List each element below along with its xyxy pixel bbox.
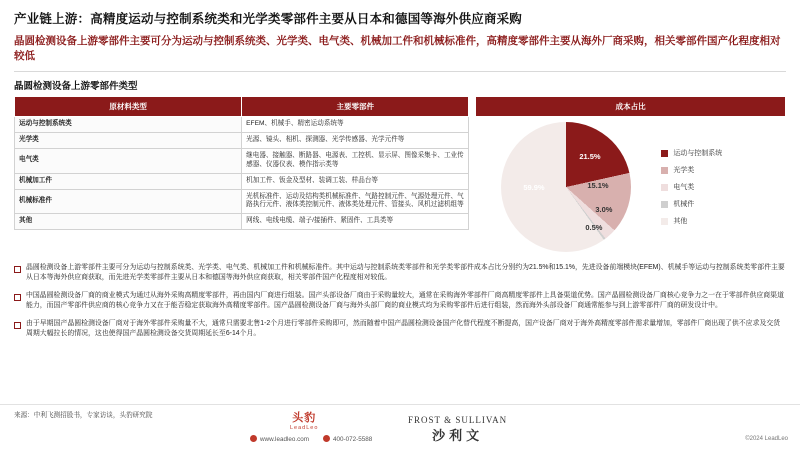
pie-chart: [501, 122, 631, 252]
legend-item: [661, 148, 722, 158]
bullet-text: 中国晶圆检测设备厂商的商业模式为通过从海外采购高精度零部件，再由国内厂商进行组装。国产头部设备厂商由于采购量较大，通常在采购海外零部件厂商高精度零部件上具备渠道优势。国产晶圆检测设备厂商核心竞争力之一在于零部件供应商渠道能力，而国产零部件供应商的核心竞争力又在于能否稳定获取海外高精度零部件。国产晶圆检测设备厂商与海外头部厂商的商业模式均为采购零部件后进行组装，然而海外头部设备厂商通常能参与到上游零部件厂商的研发设计中。: [26, 291, 784, 310]
phone-number[interactable]: [323, 435, 372, 443]
chart-body: [475, 117, 786, 257]
legend-swatch-icon: [661, 167, 668, 174]
pie-label-1: 15.1%: [587, 181, 609, 191]
analysis-bullets: [14, 263, 786, 339]
website-text: www.leadleo.com: [260, 436, 309, 443]
pie-label-4: 59.9%: [523, 183, 545, 193]
cell-category: 机械加工件: [15, 173, 242, 189]
legend-swatch-icon: [661, 150, 668, 157]
leadleo-logo: [290, 409, 318, 431]
bullet-item: [14, 263, 786, 284]
phone-icon: [323, 435, 330, 442]
pie-wrap: [501, 119, 651, 255]
frost-wordmark: FROST & SULLIVAN: [408, 415, 508, 425]
cell-parts: 网线、电线电缆、端子/接插件、紧固件、工具类等: [242, 214, 469, 230]
cell-parts: 光机标准件、运动及结构类机械标准件、气路控制元件、气源处理元件、气路执行元件、液体类控制元件、液体类处理元件、管接头、风机过滤机组等: [242, 189, 469, 214]
slide-footer: [0, 404, 800, 450]
pie-label-2: 3.0%: [595, 205, 613, 215]
phone-text: 400-072-5588: [333, 436, 373, 443]
leadleo-subtext: LeadLeo: [290, 425, 319, 431]
cell-category: 其他: [15, 214, 242, 230]
cell-parts: 机加工件、钣金及型材、装调工装、样品台等: [242, 173, 469, 189]
legend-label: 其他: [673, 218, 688, 226]
bullet-text: 由于早期国产晶圆检测设备厂商对于海外零部件采购量不大，通常只需要北售1-2个月进行零部件采购即可，然而随着中国产晶圆检测设备国产化替代程度不断提高，国产设备厂商对于海外高精度零部件需求量增加，零部件厂商出现了供不应求及交货周期大幅拉长的情况，这也使得国产晶圆检测设备交货周期延长至6-14个月。: [26, 319, 781, 337]
divider: [14, 71, 786, 72]
legend-label: 光学类: [673, 167, 695, 175]
square-bullet-icon: [14, 322, 21, 329]
table-row: [15, 189, 469, 214]
legend-item: [661, 216, 722, 226]
cell-parts: 继电器、接触器、断路器、电源表、工控机、显示屏、图像采集卡、工业传感器、仪器仪表、模作指示类等: [242, 148, 469, 173]
table-row: [15, 132, 469, 148]
content-row: [14, 96, 786, 257]
cell-parts: EFEM、机械手、精密运动系统等: [242, 117, 469, 133]
bullet-text: 晶圆检测设备上游零部件主要可分为运动与控制系统类、光学类、电气类、机械加工件和机械标准件。其中运动与控制系统类零部件和光学类零部件成本占比分别约为21.5%和15.1%，先进设备前端模块(EFEM)、机械手等运动与控制系统类零部件主要从日本等海外供应商获取，而先进光学类零部件主要从日本和德国等海外供应商获取，相关零部件国产化程度相对较低。: [26, 264, 785, 282]
cell-parts: 光源、镜头、相机、探测器、光学传感器、光学元件等: [242, 132, 469, 148]
cell-category: 电气类: [15, 148, 242, 173]
table-row: [15, 148, 469, 173]
square-bullet-icon: [14, 294, 21, 301]
pie-label-3: 0.5%: [585, 223, 603, 233]
contact-row: [250, 435, 372, 443]
frost-sullivan-logo: [408, 415, 507, 444]
legend-swatch-icon: [661, 201, 668, 208]
section-label: 晶圆检测设备上游零部件类型: [14, 81, 138, 93]
table-header-row: [15, 97, 469, 117]
source-note: 来源：中利飞测招股书，专家访谈，头豹研究院: [14, 412, 153, 419]
table-row: [15, 117, 469, 133]
table-row: [15, 214, 469, 230]
chart-title: 成本占比: [475, 96, 786, 117]
frost-chinese-name: 沙利文: [432, 428, 484, 443]
globe-icon: [250, 435, 257, 442]
page-subtitle: 晶圆检测设备上游零部件主要可分为运动与控制系统类、光学类、电气类、机械加工件和机械标准件，高精度零部件主要从海外厂商采购，相关零部件国产化程度相对较低: [14, 34, 781, 62]
legend-swatch-icon: [661, 218, 668, 225]
cell-category: 光学类: [15, 132, 242, 148]
cell-category: 运动与控制系统类: [15, 117, 242, 133]
bullet-item: [14, 319, 786, 340]
page-title: 产业链上游：高精度运动与控制系统类和光学类零部件主要从日本和德国等海外供应商采购: [14, 12, 523, 26]
website-link[interactable]: [250, 435, 309, 443]
legend-label: 机械件: [673, 201, 695, 209]
legend-item: [661, 199, 722, 209]
column-header-material-type: 原材料类型: [15, 97, 242, 117]
bullet-item: [14, 291, 786, 312]
copyright-text: ©2024 LeadLeo: [745, 436, 788, 442]
column-header-main-parts: 主要零部件: [242, 97, 469, 117]
chart-legend: [661, 148, 722, 226]
square-bullet-icon: [14, 266, 21, 273]
leadleo-wordmark: 头豹: [292, 412, 317, 424]
parts-table: [14, 96, 469, 230]
pie-label-0: 21.5%: [579, 152, 601, 162]
cost-share-chart: [475, 96, 786, 257]
legend-label: 运动与控制系统: [673, 150, 723, 158]
legend-item: [661, 165, 722, 175]
legend-swatch-icon: [661, 184, 668, 191]
legend-item: [661, 182, 722, 192]
table-row: [15, 173, 469, 189]
legend-label: 电气类: [673, 184, 695, 192]
cell-category: 机械标准件: [15, 189, 242, 214]
